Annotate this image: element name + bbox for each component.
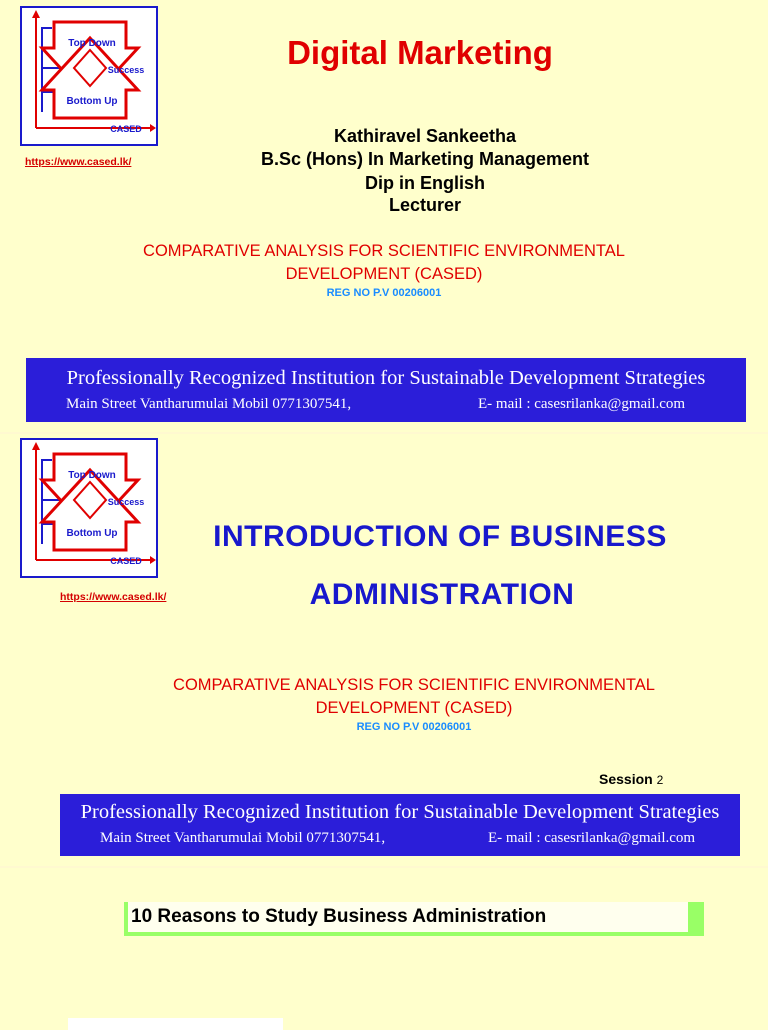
banner-tagline: Professionally Recognized Institution for Sustainable Development Strategies: [80, 801, 720, 823]
org-name-line2: DEVELOPMENT (CASED): [315, 699, 513, 717]
cased-logo-graphic: [22, 8, 156, 144]
author-role: Lecturer: [388, 195, 462, 215]
banner-email: E- mail : casesrilanka@gmail.com: [488, 830, 696, 846]
session-number: 2: [656, 773, 664, 787]
website-link[interactable]: https://www.cased.lk/: [25, 156, 132, 168]
org-name-line1: COMPARATIVE ANALYSIS FOR SCIENTIFIC ENVIRONMENTAL: [143, 242, 625, 260]
author-diploma: Dip in English: [365, 173, 485, 193]
cased-logo-graphic: [22, 440, 156, 576]
session-word: Session: [599, 771, 653, 787]
heading-highlight: [124, 902, 704, 936]
banner-email: E- mail : casesrilanka@gmail.com: [478, 396, 686, 412]
institution-banner: [26, 358, 746, 422]
banner-address: Main Street Vantharumulai Mobil 0771307541,: [66, 396, 352, 412]
logo-top-down-label: Top Down: [68, 470, 116, 481]
registration-number: REG NO P.V 00206001: [326, 287, 442, 299]
author-degree: B.Sc (Hons) In Marketing Management: [260, 149, 590, 169]
banner-address: Main Street Vantharumulai Mobil 0771307541,: [100, 830, 386, 846]
banner-tagline: Professionally Recognized Institution for Sustainable Development Strategies: [66, 367, 706, 389]
slide-title-line2: ADMINISTRATION: [309, 578, 575, 611]
cased-logo: [20, 438, 158, 578]
slide-heading: 10 Reasons to Study Business Administration: [131, 906, 547, 927]
org-name-line2: DEVELOPMENT (CASED): [285, 265, 483, 283]
slide-title-line1: INTRODUCTION OF BUSINESS: [213, 520, 667, 553]
slide-2: [0, 434, 768, 866]
org-name-line1: COMPARATIVE ANALYSIS FOR SCIENTIFIC ENVIRONMENTAL: [173, 676, 655, 694]
slide-1: [0, 0, 768, 432]
institution-banner: [60, 794, 740, 856]
cased-logo: [20, 6, 158, 146]
logo-bottom-up-label: Bottom Up: [66, 96, 118, 107]
logo-success-label: Success: [107, 497, 145, 507]
logo-success-label: Success: [107, 65, 145, 75]
session-label: [599, 771, 663, 787]
slide-3: [0, 868, 768, 1024]
logo-cased-label: CASED: [110, 124, 142, 134]
logo-bottom-up-label: Bottom Up: [66, 528, 118, 539]
registration-number: REG NO P.V 00206001: [356, 721, 472, 733]
author-name: Kathiravel Sankeetha: [333, 126, 517, 146]
logo-cased-label: CASED: [110, 556, 142, 566]
slide-title: Digital Marketing: [287, 34, 553, 71]
logo-top-down-label: Top Down: [68, 38, 116, 49]
next-content-strip: [68, 1018, 283, 1030]
website-link[interactable]: https://www.cased.lk/: [60, 591, 167, 603]
